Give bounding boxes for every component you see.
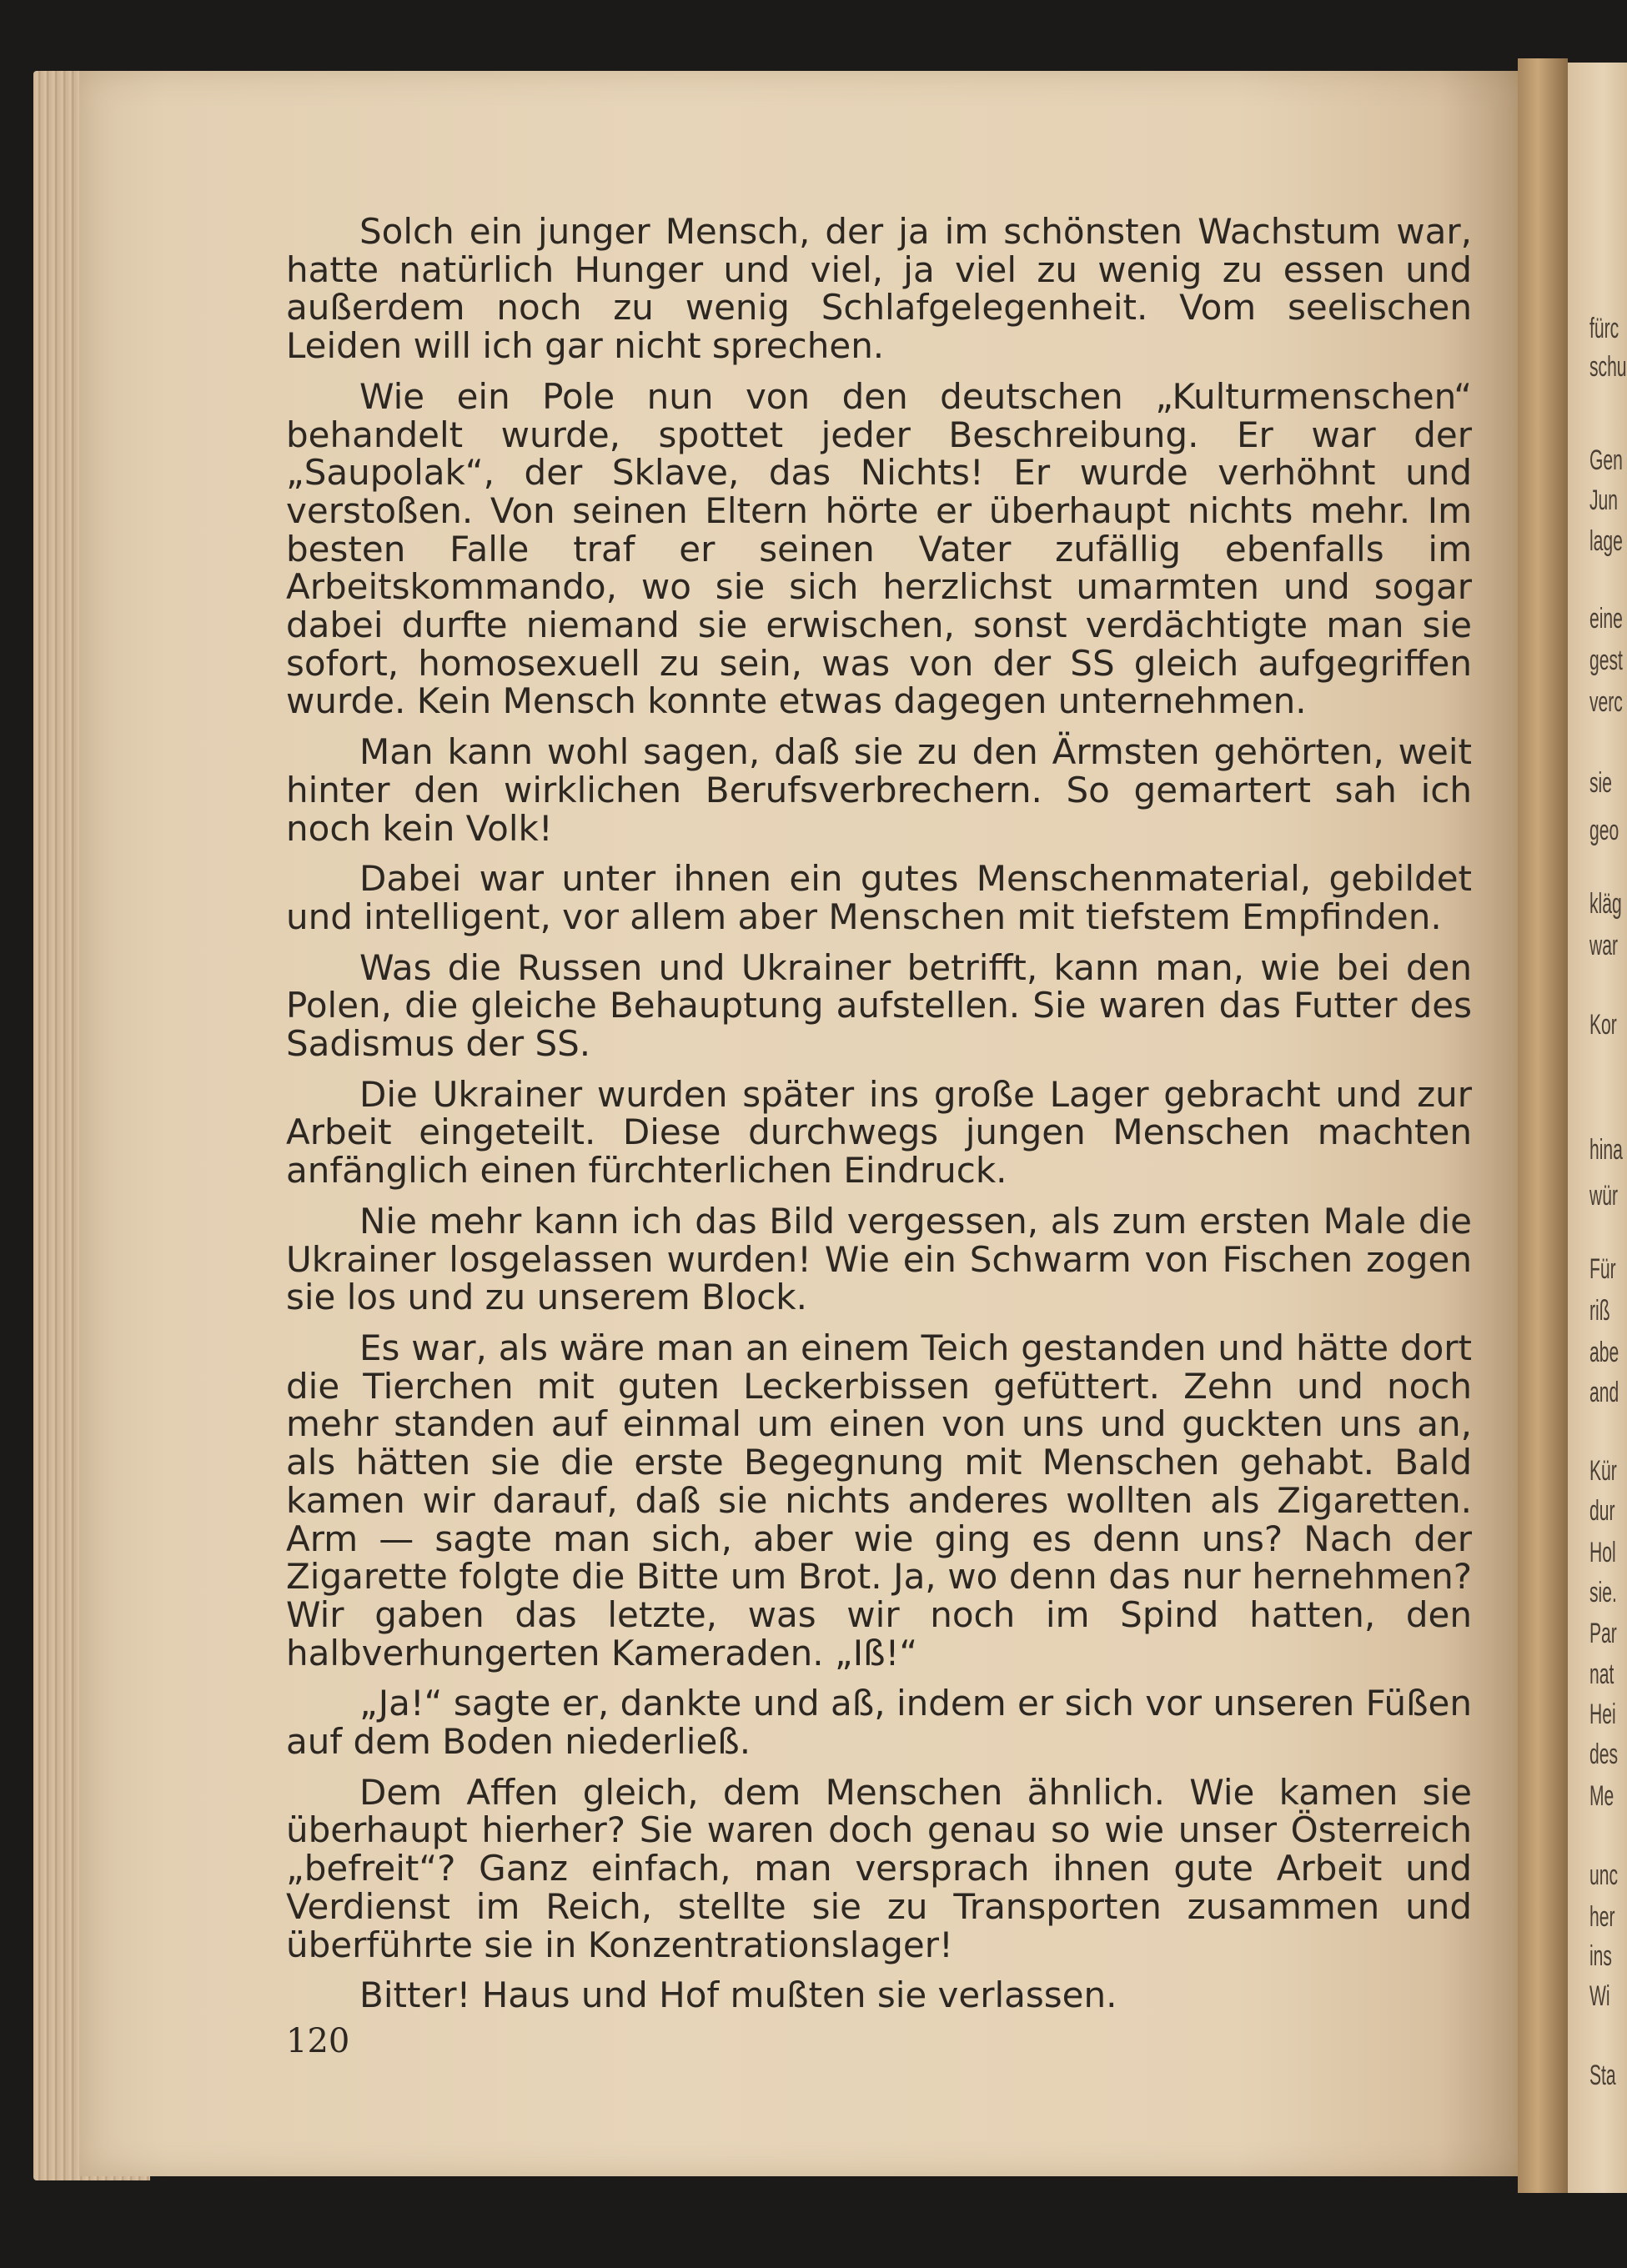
facing-fragment: abe — [1589, 1337, 1619, 1368]
facing-fragment: dur — [1589, 1495, 1615, 1527]
facing-fragment: wür — [1589, 1180, 1618, 1212]
facing-fragment: fürc — [1589, 313, 1619, 344]
facing-fragment: Jun — [1589, 484, 1618, 516]
facing-fragment: lage — [1589, 525, 1623, 557]
paragraph: Solch ein junger Mensch, der ja im schönsten Wachstum war, hatte natürlich Hunger und viel, ja viel zu wenig zu essen und außerdem noch zu wenig Schlafgelegenheit. Vom seelischen Leiden will ich gar nicht sprechen. — [286, 211, 1472, 367]
body-text — [286, 213, 1472, 2027]
paragraph: Nie mehr kann ich das Bild vergessen, als zum ersten Male die Ukrainer losgelassen wurden! Wie ein Schwarm von Fischen zogen sie los und zu unserem Block. — [286, 1200, 1472, 1318]
facing-fragment: Für — [1589, 1253, 1616, 1285]
facing-fragment: ins — [1589, 1940, 1612, 1972]
facing-fragment: her — [1589, 1901, 1615, 1933]
facing-fragment: Me — [1589, 1780, 1614, 1812]
facing-fragment: Wi — [1589, 1980, 1610, 2012]
book-gutter — [1518, 58, 1568, 2193]
facing-fragment: sie. — [1589, 1577, 1617, 1608]
paragraph: Dabei war unter ihnen ein gutes Menschenmaterial, gebildet und intelligent, vor allem aber Menschen mit tiefstem Empfinden. — [286, 858, 1472, 937]
facing-fragment: Hol — [1589, 1537, 1616, 1568]
facing-fragment: war — [1589, 930, 1618, 961]
facing-fragment: gest — [1589, 645, 1623, 676]
facing-fragment: hina — [1589, 1134, 1623, 1166]
paragraph: Wie ein Pole nun von den deutschen „Kulturmenschen“ behandelt wurde, spottet jeder Beschreibung. Er war der „Saupolak“, der Sklave, das Nichts! Er wurde verhöhnt und verstoßen. Von seinen Eltern hörte er überhaupt nichts mehr. Im besten Falle traf er seinen Vater zufällig ebenfalls im Arbeitskommando, wo sie sich herzlichst umarmten und sogar dabei durfte niemand sie erwischen, sonst verdächtigte man sie sofort, homosexuell zu sein, was von der SS gleich aufgegriffen wurde. Kein Mensch konnte etwas dagegen unternehmen. — [286, 375, 1472, 722]
facing-fragment: schu — [1589, 351, 1627, 383]
page-number: 120 — [286, 2022, 350, 2060]
paragraph: Es war, als wäre man an einem Teich gestanden und hätte dort die Tierchen mit guten Leckerbissen gefüttert. Zehn und noch mehr standen auf einmal um einen von uns und guckten uns an, als hätten sie die erste Begegnung mit Menschen gehabt. Bald kamen wir darauf, daß sie nichts anderes wollten als Zigaretten. Arm — sagte man sich, aber wie ging es denn uns? Nach der Zigarette folgte die Bitte um Brot. Ja, wo denn das nur hernehmen? Wir gaben das letzte, was wir noch im Spind hatten, den halbverhungerten Kameraden. „Iß!“ — [286, 1327, 1472, 1673]
facing-fragment: sie — [1589, 767, 1612, 799]
facing-fragment: des — [1589, 1739, 1618, 1770]
paragraph: Dem Affen gleich, dem Menschen ähnlich. Wie kamen sie überhaupt hierher? Sie waren doch genau so wie unser Österreich „befreit“? Ganz einfach, man versprach ihnen gute Arbeit und Verdienst im Reich, stellte sie zu Transporten zusammen und überführte sie in Konzentrationslager! — [286, 1771, 1472, 1965]
facing-fragment: Kür — [1589, 1455, 1617, 1487]
paragraph: Man kann wohl sagen, daß sie zu den Ärmsten gehörten, weit hinter den wirklichen Berufsverbrechern. So gemartert sah ich noch kein Volk! — [286, 731, 1472, 849]
facing-fragment: geo — [1589, 815, 1619, 846]
facing-fragment: and — [1589, 1377, 1619, 1408]
facing-page — [1568, 63, 1627, 2193]
facing-fragment: eine — [1589, 603, 1623, 635]
paragraph: Bitter! Haus und Hof mußten sie verlassen. — [359, 1974, 1117, 2016]
facing-fragment: unc — [1589, 1859, 1618, 1891]
facing-fragment: Hei — [1589, 1698, 1616, 1730]
facing-fragment: Gen — [1589, 444, 1623, 476]
facing-fragment: riß — [1589, 1295, 1610, 1327]
facing-fragment: Par — [1589, 1618, 1617, 1649]
paragraph: Was die Russen und Ukrainer betrifft, kann man, wie bei den Polen, die gleiche Behauptung aufstellen. Sie waren das Futter des Sadismus der SS. — [286, 946, 1472, 1065]
facing-fragment: Kor — [1589, 1009, 1617, 1041]
facing-fragment: verc — [1589, 686, 1623, 718]
facing-fragment: Sta — [1589, 2060, 1616, 2091]
paragraph: „Ja!“ sagte er, dankte und aß, indem er sich vor unseren Füßen auf dem Boden niederließ. — [286, 1683, 1472, 1763]
facing-fragment: nat — [1589, 1658, 1614, 1690]
paragraph: Die Ukrainer wurden später ins große Lager gebracht und zur Arbeit eingeteilt. Diese durchwegs jungen Menschen machten anfänglich einen fürchterlichen Eindruck. — [286, 1073, 1472, 1192]
facing-fragment: kläg — [1589, 888, 1622, 920]
